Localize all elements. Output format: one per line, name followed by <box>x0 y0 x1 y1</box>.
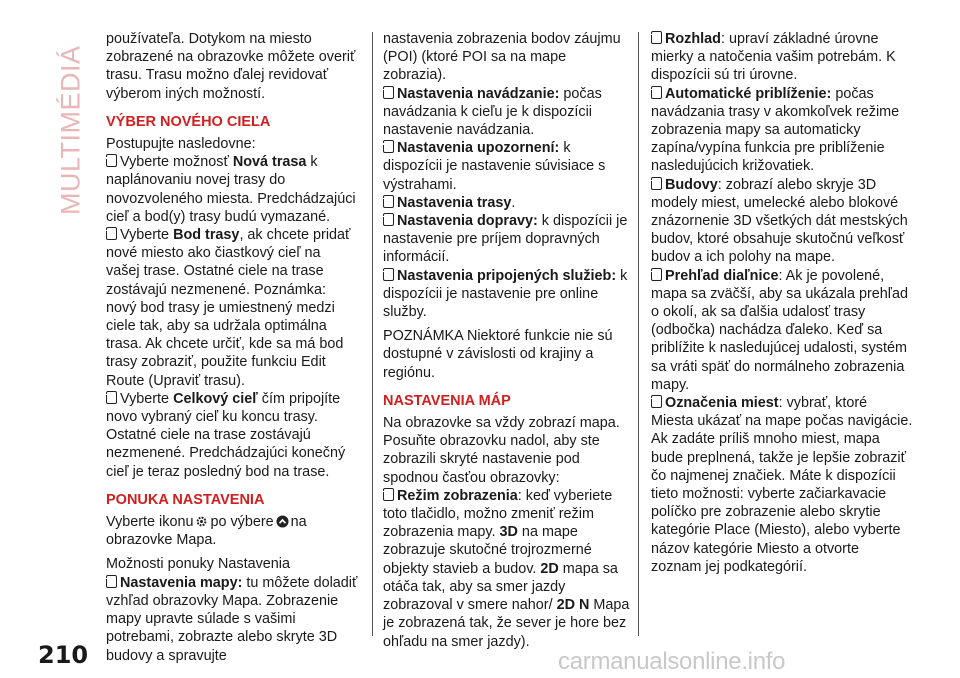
bold-term: Budovy <box>665 176 718 193</box>
bullet-item <box>383 267 631 322</box>
column-divider-2 <box>638 32 639 636</box>
paragraph: Postupujte nasledovne: <box>106 136 256 153</box>
bullet-icon <box>383 213 394 226</box>
bullet-item <box>651 267 913 394</box>
bullet-item <box>106 226 358 390</box>
bold-term: Prehľad diaľnice <box>665 267 779 284</box>
text: : keď vyberiete toto tlačidlo, možno zmeniť režim zobrazenia mapy. <box>383 487 613 541</box>
paragraph: Možnosti ponuky Nastavenia <box>106 556 290 573</box>
bullet-icon <box>651 86 662 99</box>
text: čím pripojíte novo vybraný cieľ ku koncu trasy. Ostatné ciele na trase zostávajú nezmenené. Predchádzajúci konečný cieľ je teraz posledný bod na trase. <box>106 390 346 480</box>
bullet-item <box>651 176 913 267</box>
bold-term: Nastavenia trasy <box>397 194 512 211</box>
text: : Ak je povolené, mapa sa zväčší, aby sa ukázala prehľad o okolí, ak sa ďalšia udalosť trasy (odbočka) nachádza ďaleko. Keď sa priblížite k nasledujúcej udalosti, systém sa vráti späť do normálneho zobrazenia mapy. <box>651 267 908 393</box>
column-1 <box>106 30 358 671</box>
text: počas navádzania k cieľu je k dispozícii nastavenie navádzania. <box>383 85 602 139</box>
text: po výbere <box>210 514 274 531</box>
bold-term: Nastavenia navádzanie: <box>397 85 560 102</box>
text: na obrazovke Mapa. <box>106 514 307 549</box>
bullet-item <box>383 212 631 267</box>
bold-term: 2D <box>540 560 559 577</box>
text: : zobrazí alebo skryje 3D modely miest, umelecké alebo blokové znázornenie 3D všetkých dát mestských budov, ktoré obsahuje skutočnú veľkosť budov a ich polohy na mape. <box>651 176 908 266</box>
bullet-item <box>383 139 631 194</box>
text: Vyberte <box>120 227 174 244</box>
text: Vyberte ikonu <box>106 514 194 531</box>
bullet-icon <box>106 391 117 404</box>
paragraph <box>106 513 358 549</box>
paragraph: Na obrazovke sa vždy zobrazí mapa. Posuňte obrazovku nadol, aby ste zobrazili skryté nastavenie pod spodnou časťou obrazovky: <box>383 415 620 486</box>
paragraph: používateľa. Dotykom na miesto zobrazené na obrazovke môžete overiť trasu. Trasu možno ďalej revidovať výberom iných možností. <box>106 31 356 102</box>
bullet-icon <box>106 575 117 588</box>
bold-term: Nastavenia upozornení: <box>397 140 560 157</box>
paragraph: nastavenia zobrazenia bodov záujmu (POI) (ktoré POI sa na mape zobrazia). <box>383 31 621 84</box>
column-2 <box>383 30 631 657</box>
bold-term: Rozhlad <box>665 31 721 47</box>
bullet-item <box>106 390 358 481</box>
bullet-item <box>383 194 631 212</box>
text: : upraví základné úrovne mierky a natočenia vašim potrebám. K dispozícii sú tri úrovne. <box>651 31 896 84</box>
bullet-icon <box>106 154 117 167</box>
text: Mapa je zobrazená tak, že sever je hore bez ohľadu na smer jazdy). <box>383 597 630 650</box>
section-heading-ponuka: PONUKA NASTAVENIA <box>106 491 265 508</box>
text: počas navádzania trasy v akomkoľvek režime zobrazenia mapy sa automaticky zapína/vypína funkcia pre priblíženie nasledujúcich križovatiek. <box>651 85 900 175</box>
bullet-icon <box>383 268 394 281</box>
bullet-item <box>651 30 913 85</box>
bold-term: Označenia miest <box>665 395 779 412</box>
note-paragraph: POZNÁMKA Niektoré funkcie nie sú dostupné v závislosti od krajiny a regiónu. <box>383 328 613 381</box>
page-number: 210 <box>38 641 89 669</box>
column-divider-1 <box>372 32 373 636</box>
text: Vyberte <box>120 390 174 407</box>
text: na mape zobrazuje skutočné trojrozmerné objekty stavieb a budov. <box>383 524 592 577</box>
bold-term: Automatické priblíženie: <box>665 85 832 102</box>
bullet-item <box>651 394 913 576</box>
text: k dispozícii je nastavenie pre online služby. <box>383 267 628 321</box>
bullet-icon <box>383 140 394 153</box>
bold-term: Nastavenia dopravy: <box>397 213 538 230</box>
bullet-item <box>383 487 631 651</box>
bullet-icon <box>651 31 662 44</box>
settings-gear-icon <box>195 515 208 528</box>
bold-term: 2D N <box>556 597 590 614</box>
text: . <box>511 194 516 211</box>
text: : vybrať, ktoré Miesta ukázať na mape počas navigácie. Ak zadáte príliš mnoho miest, mapa bude preplnená, takže je lepšie zobraziť čo najmenej značiek. Máte k dispozícii tieto možnosti: vyberte začiarkavacie políčko pre zobrazenie alebo skrytie kategórie Place (Miesto), alebo vyberte názov kategórie Miesto a otvorte zoznam jej podkategórií. <box>651 395 913 575</box>
bold-term: 3D <box>499 524 518 541</box>
bullet-icon <box>651 395 662 408</box>
bold-term: Režim zobrazenia <box>397 487 518 504</box>
bullet-icon <box>383 195 394 208</box>
bullet-item <box>106 153 358 226</box>
bullet-item <box>383 85 631 140</box>
bullet-item <box>651 85 913 176</box>
bold-term: Celkový cieľ <box>173 390 258 407</box>
bold-term: Nastavenia pripojených služieb: <box>397 267 617 284</box>
text: Vyberte možnosť <box>120 154 233 171</box>
section-heading-nastavenia-map: NASTAVENIA MÁP <box>383 392 511 409</box>
chevron-up-icon <box>276 515 289 528</box>
bullet-icon <box>106 227 117 240</box>
watermark: carmanualsonline.info <box>558 648 786 675</box>
bold-term: Bod trasy <box>173 227 240 244</box>
text: k naplánovaniu novej trasy do novozvoleného miesta. Predchádzajúci cieľ a bod(y) trasy budú vymazané. <box>106 154 356 225</box>
bullet-item <box>106 574 358 665</box>
column-3 <box>651 30 913 582</box>
section-heading-vyber: VÝBER NOVÉHO CIEĽA <box>106 113 271 130</box>
bold-term: Nastavenia mapy: <box>120 574 243 591</box>
text: , ak chcete pridať nové miesto ako čiastkový cieľ na vašej trase. Ostatné ciele na trase zostávajú nezmenené. Poznámka: nový bod trasy je umiestnený medzi ciele tak, aby sa udržala optimálna trasa. Ak chcete určiť, kde sa má bod trasy zobraziť, použite funkciu Edit Route (Upraviť trasu). <box>106 227 351 389</box>
text: tu môžete doladiť vzhľad obrazovky Mapa. Zobrazenie mapy upravte súlade s vašimi potrebami, zobrazte alebo skryte 3D budovy a spravujte <box>106 574 358 664</box>
bold-term: Nová trasa <box>232 154 307 171</box>
bullet-icon <box>383 488 394 501</box>
text: k dispozícii je nastavenie súvisiace s výstrahami. <box>383 140 606 193</box>
text: mapa sa otáča tak, aby sa smer jazdy zobrazoval v smere nahor/ <box>383 560 618 614</box>
text: k dispozícii je nastavenie pre príjem dopravných informácií. <box>383 213 628 266</box>
section-side-tab: MULTIMÉDIÁ <box>55 45 86 215</box>
bullet-icon <box>651 177 662 190</box>
bullet-icon <box>383 86 394 99</box>
bullet-icon <box>651 268 662 281</box>
